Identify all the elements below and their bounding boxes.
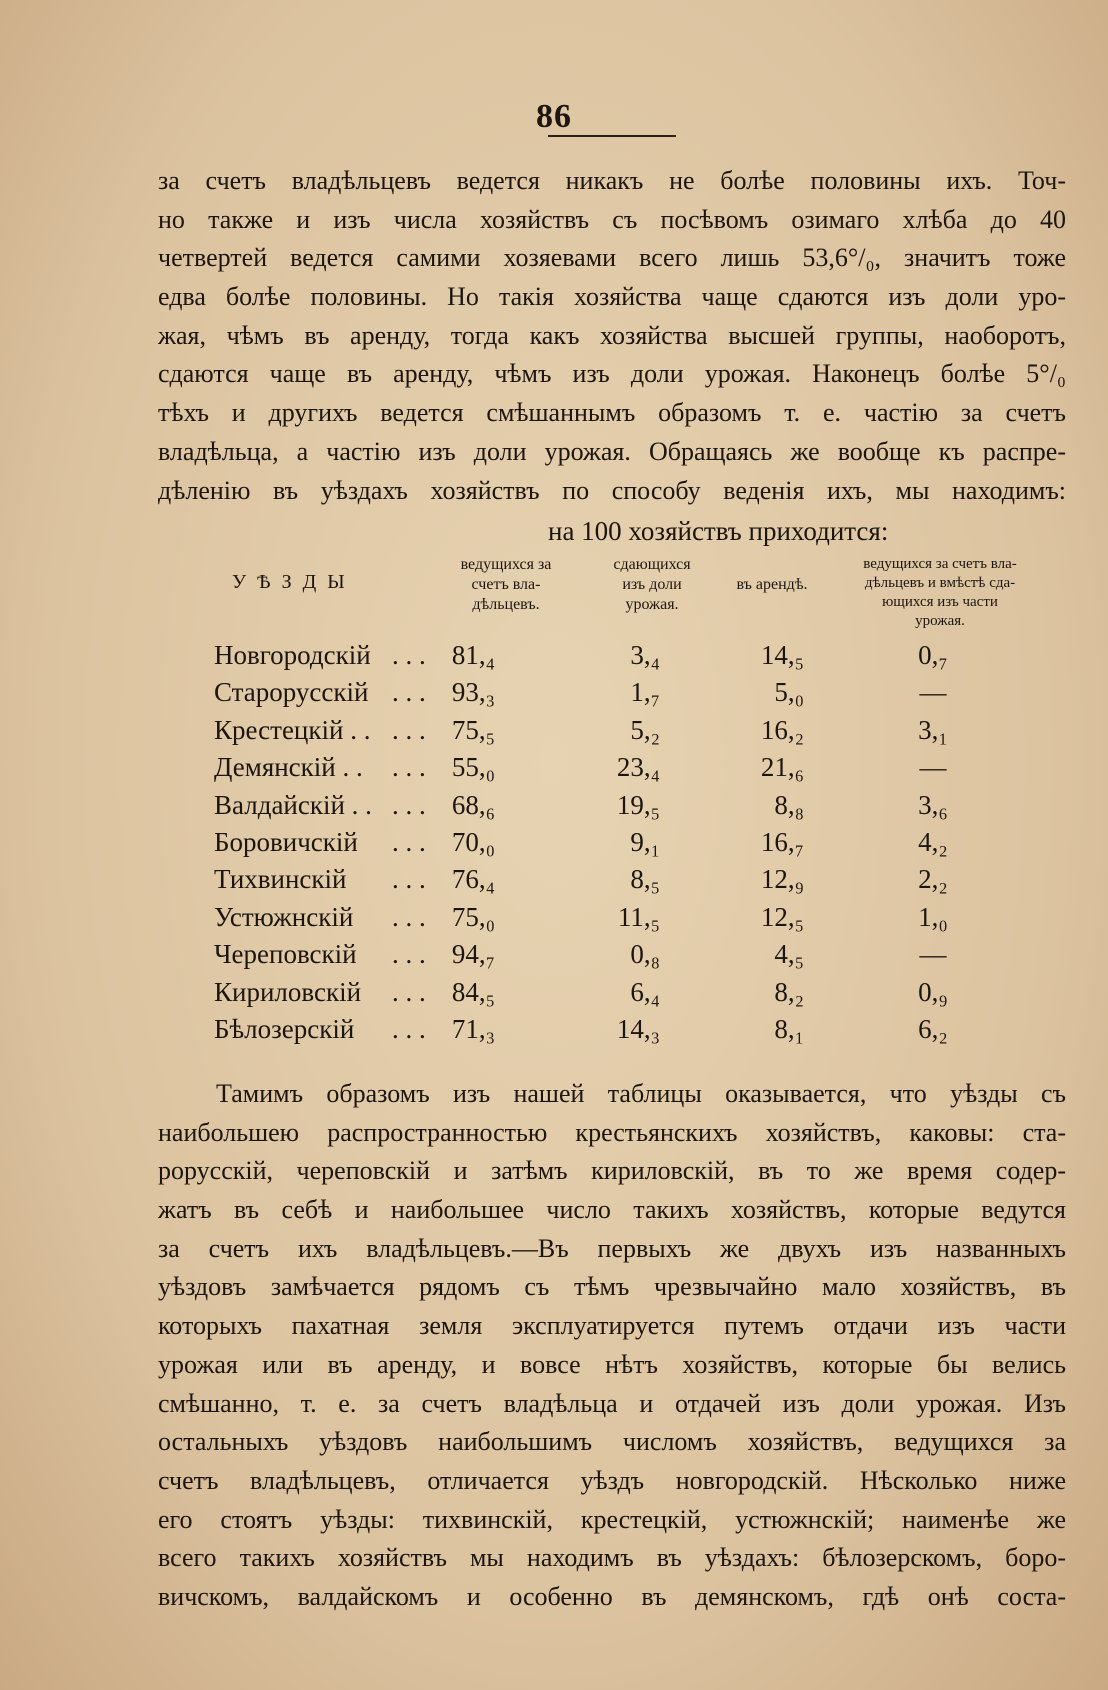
leader-dots: . . . [392, 677, 426, 708]
district-name: Демянскій . . [214, 752, 363, 783]
value-rent: 4,₅ [774, 939, 804, 970]
header-rent [712, 575, 832, 595]
value-owner: 68,₆ [451, 789, 495, 820]
value-rent: 21,₆ [760, 752, 804, 783]
table-row [214, 827, 994, 864]
text-line: всего такихъ хозяйствъ мы находимъ въ уѣздахъ: бѣлозерскомъ, боро- [158, 1543, 1066, 1573]
text-line: его стоятъ уѣзды: тихвинскій, крестецкій, устюжнскій; наименѣе же [158, 1504, 1066, 1534]
value-owner: 81,₄ [451, 640, 495, 670]
text-line: смѣшанно, т. е. за счетъ владѣльца и отдачей изъ доли урожая. Изъ [158, 1388, 1066, 1418]
value-owner: 94,₇ [451, 939, 495, 970]
header-line: изъ доли [622, 576, 682, 593]
value-mixed: — [919, 677, 947, 708]
header-owner [436, 555, 576, 615]
table-row [214, 977, 994, 1014]
district-name: Тихвинскій [214, 864, 347, 895]
value-mixed: 4,₂ [918, 827, 948, 857]
value-owner: 84,₅ [451, 976, 495, 1007]
text-line: уѣздовъ замѣчается рядомъ съ тѣмъ чрезвычайно мало хозяйствъ, въ [158, 1272, 1066, 1302]
header-line: дѣльцевъ и вмѣстѣ сда- [864, 575, 1016, 591]
text-line: жатъ въ себѣ и наибольшее число такихъ хозяйствъ, которые ведутся [158, 1195, 1066, 1225]
value-mixed: 1,₀ [918, 901, 948, 932]
table-row [214, 902, 994, 939]
leader-dots: . . . [392, 976, 426, 1007]
top-paragraph [158, 162, 1066, 510]
district-name: Кириловскій [214, 976, 362, 1007]
value-rent: 14,₅ [760, 640, 804, 670]
header-line: урожая. [915, 613, 965, 629]
value-share: 23,₄ [616, 752, 660, 783]
value-share: 0,₈ [630, 939, 660, 970]
value-share: 14,₃ [616, 1014, 660, 1044]
district-name: Череповскій [214, 939, 357, 970]
header-line: ведущихся за счетъ вла- [863, 556, 1017, 572]
value-owner: 70,₀ [451, 827, 495, 857]
page-number: 86 [536, 98, 572, 135]
table-row [214, 640, 994, 677]
page-number-rule [548, 135, 676, 137]
value-share: 11,₅ [617, 901, 660, 932]
table-row [214, 790, 994, 827]
value-rent: 8,₂ [774, 976, 804, 1007]
leader-dots: . . . [392, 864, 426, 895]
value-mixed: 3,₁ [918, 714, 948, 745]
text-line: дѣленію въ уѣздахъ хозяйствъ по способу веденія ихъ, мы находимъ: [158, 475, 1066, 505]
value-owner: 75,₅ [451, 714, 495, 745]
header-line: счетъ вла- [471, 576, 541, 593]
district-name: Новгородскій [214, 640, 371, 670]
leader-dots: . . . [392, 1014, 426, 1044]
value-rent: 16,₇ [760, 827, 804, 857]
leader-dots: . . . [392, 640, 426, 670]
text-line: за счетъ ихъ владѣльцевъ.—Въ первыхъ же двухъ изъ названныхъ [158, 1233, 1066, 1263]
text-line: четвертей ведется самими хозяевами всего лишь 53,6°/₀, значитъ тоже [158, 243, 1066, 273]
leader-dots: . . . [392, 752, 426, 783]
value-owner: 55,₀ [451, 752, 495, 783]
value-share: 1,₇ [630, 677, 660, 708]
district-name: Крестецкій . . [214, 714, 371, 745]
text-line: но также и изъ числа хозяйствъ съ посѣвомъ озимаго хлѣба до 40 [158, 204, 1066, 234]
value-share: 8,₅ [630, 864, 660, 895]
header-line: сдающихся [613, 556, 691, 573]
table-caption: на 100 хозяйствъ приходится: [548, 516, 889, 546]
text-line: за счетъ владѣльцевъ ведется никакъ не болѣе половины ихъ. Точ- [158, 166, 1066, 195]
table-row [214, 715, 994, 752]
district-name: Бѣлозерскій [214, 1014, 355, 1044]
text-line: сдаются чаще въ аренду, чѣмъ изъ доли урожая. Наконецъ болѣе 5°/₀ [158, 359, 1066, 389]
value-mixed: — [919, 752, 947, 783]
value-owner: 75,₀ [451, 901, 495, 932]
text-line: Тамимъ образомъ изъ нашей таблицы оказывается, что уѣзды съ [216, 1079, 1066, 1108]
bottom-paragraph [158, 1075, 1066, 1617]
value-mixed: 0,₉ [918, 976, 948, 1007]
value-rent: 8,₈ [774, 789, 804, 820]
leader-dots: . . . [392, 901, 426, 932]
value-owner: 93,₃ [451, 677, 495, 708]
text-line: владѣльца, а частію изъ доли урожая. Обращаясь же вообще къ распре- [158, 436, 1066, 466]
header-district: У Ѣ З Д Ы [232, 571, 348, 593]
leader-dots: . . . [392, 789, 426, 820]
table-row [214, 752, 994, 789]
header-line: дѣльцевъ. [472, 596, 540, 613]
text-line: которыхъ пахатная земля эксплуатируется путемъ отдачи изъ части [158, 1311, 1066, 1341]
district-name: Валдайскій . . [214, 789, 372, 820]
district-name: Старорусскій [214, 677, 369, 708]
value-mixed: 6,₂ [918, 1014, 948, 1044]
leader-dots: . . . [392, 827, 426, 857]
value-share: 9,₁ [630, 827, 660, 857]
text-line: едва болѣе половины. Но такія хозяйства чаще сдаются изъ доли уро- [158, 282, 1066, 312]
text-line: урожая или въ аренду, и вовсе нѣтъ хозяйствъ, которые бы велись [158, 1349, 1066, 1379]
text-line: жая, чѣмъ въ аренду, тогда какъ хозяйства высшей группы, наоборотъ, [158, 320, 1066, 350]
value-mixed: — [919, 939, 947, 970]
table-row [214, 939, 994, 976]
value-mixed: 0,₇ [918, 640, 948, 670]
district-name: Боровичскій [214, 827, 358, 857]
value-rent: 16,₂ [760, 714, 804, 745]
header-line: урожая. [625, 596, 679, 613]
header-line: въ арендѣ. [736, 576, 808, 593]
table-row [214, 864, 994, 901]
district-name: Устюжнскій [214, 901, 354, 932]
value-share: 19,₅ [616, 789, 660, 820]
text-line: рорусскій, череповскій и затѣмъ кириловскій, въ то же время содер- [158, 1156, 1066, 1186]
value-owner: 71,₃ [451, 1014, 495, 1044]
text-line: вичскомъ, валдайскомъ и особенно въ демянскомъ, гдѣ онѣ соста- [158, 1581, 1066, 1611]
text-line: остальныхъ уѣздовъ наибольшимъ числомъ хозяйствъ, ведущихся за [158, 1427, 1066, 1457]
text-line: наибольшею распространностью крестьянскихъ хозяйствъ, каковы: ста- [158, 1117, 1066, 1147]
value-mixed: 3,₆ [918, 789, 948, 820]
value-mixed: 2,₂ [918, 864, 948, 895]
header-line: ющихся изъ части [882, 594, 998, 610]
table-row [214, 1014, 994, 1051]
value-rent: 12,₅ [760, 901, 804, 932]
text-line: тѣхъ и другихъ ведется смѣшаннымъ образомъ т. е. частію за счетъ [158, 398, 1066, 428]
value-rent: 12,₉ [760, 864, 804, 895]
value-owner: 76,₄ [451, 864, 495, 895]
value-rent: 5,₀ [774, 677, 804, 708]
header-share [592, 555, 712, 615]
value-rent: 8,₁ [774, 1014, 804, 1044]
table-row [214, 677, 994, 714]
header-mixed [840, 555, 1040, 631]
value-share: 3,₄ [630, 640, 660, 670]
value-share: 6,₄ [630, 976, 660, 1007]
text-line: счетъ владѣльцевъ, отличается уѣздъ новгородскій. Нѣсколько ниже [158, 1465, 1066, 1495]
leader-dots: . . . [392, 714, 426, 745]
leader-dots: . . . [392, 939, 426, 970]
value-share: 5,₂ [630, 714, 660, 745]
header-line: ведущихся за [460, 556, 552, 573]
